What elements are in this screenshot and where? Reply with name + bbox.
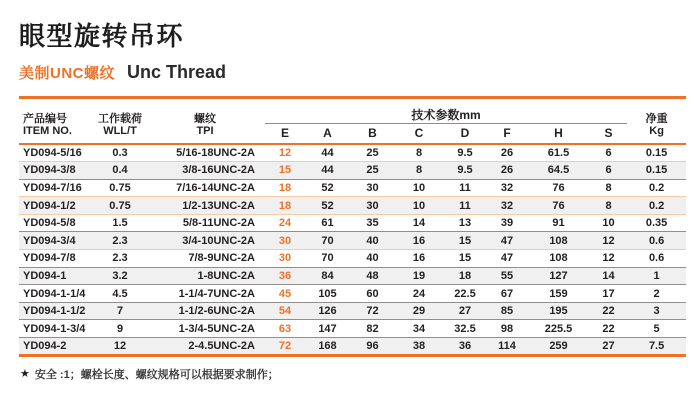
footnote-text: 安全 :1；螺栓长度、螺纹规格可以根据要求制作； [34,368,279,381]
cell-thread: 1/2-13UNC-2A [145,197,265,215]
cell-item-no: YD094-5/8 [19,214,95,232]
cell-wll: 12 [95,338,145,356]
col-header-item-no-cn: 产品编号 [23,113,67,125]
cell-dim-A: 105 [305,285,350,303]
cell-dim-S: 12 [590,232,627,250]
cell-weight: 0.15 [627,162,686,180]
footnote [19,366,686,382]
cell-dim-B: 82 [350,320,395,338]
col-header-thread-en: TPI [196,125,214,137]
cell-dim-B: 96 [350,338,395,356]
cell-dim-H: 64.5 [527,162,590,180]
cell-dim-A: 61 [305,214,350,232]
cell-thread: 1-3/4-5UNC-2A [145,320,265,338]
cell-dim-C: 38 [395,338,443,356]
cell-dim-B: 48 [350,267,395,285]
cell-item-no: YD094-7/8 [19,250,95,268]
cell-dim-F: 26 [487,144,527,162]
cell-dim-C: 29 [395,302,443,320]
col-header-item-no [19,98,95,145]
cell-dim-A: 52 [305,179,350,197]
cell-thread: 1-1/4-7UNC-2A [145,285,265,303]
table-row [19,232,686,250]
cell-wll: 1.5 [95,214,145,232]
cell-dim-E: 63 [265,320,305,338]
cell-weight: 0.15 [627,144,686,162]
table-row [19,144,686,162]
col-header-dim-A: A [305,124,350,145]
cell-dim-S: 22 [590,302,627,320]
col-header-dim-S: S [590,124,627,145]
cell-dim-C: 19 [395,267,443,285]
cell-dim-S: 22 [590,320,627,338]
cell-dim-E: 36 [265,267,305,285]
cell-dim-D: 27 [443,302,487,320]
cell-dim-S: 12 [590,250,627,268]
cell-item-no: YD094-1 [19,267,95,285]
cell-dim-E: 54 [265,302,305,320]
cell-dim-E: 18 [265,179,305,197]
table-row [19,250,686,268]
cell-dim-H: 159 [527,285,590,303]
cell-dim-D: 32.5 [443,320,487,338]
cell-dim-A: 168 [305,338,350,356]
col-header-weight [627,98,686,145]
cell-dim-A: 70 [305,250,350,268]
table-row [19,179,686,197]
cell-dim-D: 11 [443,197,487,215]
cell-dim-B: 25 [350,162,395,180]
cell-wll: 0.75 [95,197,145,215]
cell-dim-B: 72 [350,302,395,320]
cell-dim-H: 76 [527,179,590,197]
cell-wll: 2.3 [95,232,145,250]
cell-thread: 1-8UNC-2A [145,267,265,285]
cell-weight: 0.35 [627,214,686,232]
cell-dim-B: 25 [350,144,395,162]
cell-item-no: YD094-3/4 [19,232,95,250]
cell-weight: 0.2 [627,197,686,215]
cell-dim-A: 44 [305,162,350,180]
cell-dim-H: 127 [527,267,590,285]
col-header-tech-params: 技术参数mm [265,98,627,124]
table-row [19,285,686,303]
col-header-weight-cn: 净重 [645,113,668,125]
cell-dim-C: 10 [395,179,443,197]
subtitle [19,62,686,83]
cell-dim-D: 9.5 [443,162,487,180]
cell-dim-F: 39 [487,214,527,232]
cell-item-no: YD094-1-3/4 [19,320,95,338]
table-row [19,320,686,338]
cell-item-no: YD094-1-1/4 [19,285,95,303]
cell-item-no: YD094-3/8 [19,162,95,180]
table-row [19,197,686,215]
cell-dim-D: 18 [443,267,487,285]
col-header-dim-E: E [265,124,305,145]
cell-dim-F: 55 [487,267,527,285]
cell-dim-E: 72 [265,338,305,356]
cell-dim-A: 84 [305,267,350,285]
table-row [19,267,686,285]
cell-dim-A: 126 [305,302,350,320]
cell-weight: 2 [627,285,686,303]
cell-dim-A: 52 [305,197,350,215]
cell-dim-A: 147 [305,320,350,338]
cell-dim-B: 30 [350,179,395,197]
cell-dim-H: 108 [527,232,590,250]
cell-dim-F: 114 [487,338,527,356]
cell-weight: 3 [627,302,686,320]
cell-weight: 0.2 [627,179,686,197]
col-header-item-no-en: ITEM NO. [23,125,72,137]
cell-dim-C: 24 [395,285,443,303]
col-header-dim-F: F [487,124,527,145]
cell-item-no: YD094-7/16 [19,179,95,197]
cell-dim-C: 10 [395,197,443,215]
cell-wll: 0.3 [95,144,145,162]
cell-thread: 7/16-14UNC-2A [145,179,265,197]
col-header-dim-H: H [527,124,590,145]
cell-dim-F: 67 [487,285,527,303]
cell-item-no: YD094-1/2 [19,197,95,215]
cell-weight: 7.5 [627,338,686,356]
cell-item-no: YD094-1-1/2 [19,302,95,320]
cell-dim-B: 60 [350,285,395,303]
cell-dim-E: 24 [265,214,305,232]
cell-dim-D: 36 [443,338,487,356]
cell-dim-B: 35 [350,214,395,232]
col-header-dim-C: C [395,124,443,145]
table-row [19,162,686,180]
cell-dim-B: 40 [350,250,395,268]
cell-dim-D: 11 [443,179,487,197]
cell-item-no: YD094-2 [19,338,95,356]
cell-dim-S: 8 [590,197,627,215]
cell-thread: 1-1/2-6UNC-2A [145,302,265,320]
cell-dim-E: 30 [265,232,305,250]
cell-thread: 3/8-16UNC-2A [145,162,265,180]
subtitle-thread-en: Unc Thread [127,62,227,82]
cell-dim-F: 85 [487,302,527,320]
cell-thread: 3/4-10UNC-2A [145,232,265,250]
cell-dim-H: 76 [527,197,590,215]
cell-wll: 4.5 [95,285,145,303]
cell-item-no: YD094-5/16 [19,144,95,162]
cell-dim-S: 10 [590,214,627,232]
cell-dim-S: 27 [590,338,627,356]
page-title: 眼型旋转吊环 [19,21,185,51]
cell-weight: 0.6 [627,250,686,268]
cell-thread: 5/8-11UNC-2A [145,214,265,232]
cell-dim-H: 225.5 [527,320,590,338]
cell-dim-S: 6 [590,144,627,162]
cell-wll: 9 [95,320,145,338]
cell-dim-D: 15 [443,232,487,250]
cell-dim-C: 16 [395,232,443,250]
cell-dim-F: 47 [487,232,527,250]
cell-weight: 1 [627,267,686,285]
col-header-thread-cn: 螺纹 [194,113,216,125]
cell-thread: 7/8-9UNC-2A [145,250,265,268]
table-row [19,302,686,320]
table-row [19,338,686,356]
cell-wll: 2.3 [95,250,145,268]
col-header-wll-en: WLL/T [103,125,137,137]
cell-thread: 2-4.5UNC-2A [145,338,265,356]
cell-thread: 5/16-18UNC-2A [145,144,265,162]
cell-wll: 3.2 [95,267,145,285]
cell-dim-S: 17 [590,285,627,303]
cell-weight: 5 [627,320,686,338]
cell-dim-F: 26 [487,162,527,180]
cell-wll: 0.75 [95,179,145,197]
cell-wll: 0.4 [95,162,145,180]
cell-dim-E: 12 [265,144,305,162]
cell-dim-A: 44 [305,144,350,162]
cell-wll: 7 [95,302,145,320]
cell-dim-A: 70 [305,232,350,250]
cell-dim-B: 40 [350,232,395,250]
cell-dim-F: 47 [487,250,527,268]
cell-dim-E: 45 [265,285,305,303]
col-header-weight-en: Kg [649,125,664,137]
table-row [19,214,686,232]
cell-dim-H: 108 [527,250,590,268]
cell-dim-B: 30 [350,197,395,215]
star-icon: ★ [20,368,30,381]
cell-dim-H: 195 [527,302,590,320]
cell-dim-F: 98 [487,320,527,338]
cell-dim-H: 61.5 [527,144,590,162]
cell-weight: 0.6 [627,232,686,250]
cell-dim-C: 14 [395,214,443,232]
cell-dim-H: 259 [527,338,590,356]
cell-dim-C: 16 [395,250,443,268]
col-header-wll [95,98,145,145]
cell-dim-C: 34 [395,320,443,338]
cell-dim-S: 14 [590,267,627,285]
cell-dim-F: 32 [487,179,527,197]
table-header [19,98,686,145]
cell-dim-F: 32 [487,197,527,215]
cell-dim-D: 13 [443,214,487,232]
col-header-wll-cn: 工作载荷 [98,113,142,125]
cell-dim-E: 15 [265,162,305,180]
cell-dim-S: 8 [590,179,627,197]
cell-dim-C: 8 [395,162,443,180]
cell-dim-S: 6 [590,162,627,180]
cell-dim-D: 15 [443,250,487,268]
subtitle-thread-cn: 美制UNC螺纹 [19,65,115,82]
col-header-dim-B: B [350,124,395,145]
col-header-dim-D: D [443,124,487,145]
col-header-thread [145,98,265,145]
cell-dim-E: 30 [265,250,305,268]
spec-table [19,96,686,357]
cell-dim-D: 9.5 [443,144,487,162]
cell-dim-D: 22.5 [443,285,487,303]
cell-dim-H: 91 [527,214,590,232]
cell-dim-C: 8 [395,144,443,162]
cell-dim-E: 18 [265,197,305,215]
table-body [19,144,686,355]
